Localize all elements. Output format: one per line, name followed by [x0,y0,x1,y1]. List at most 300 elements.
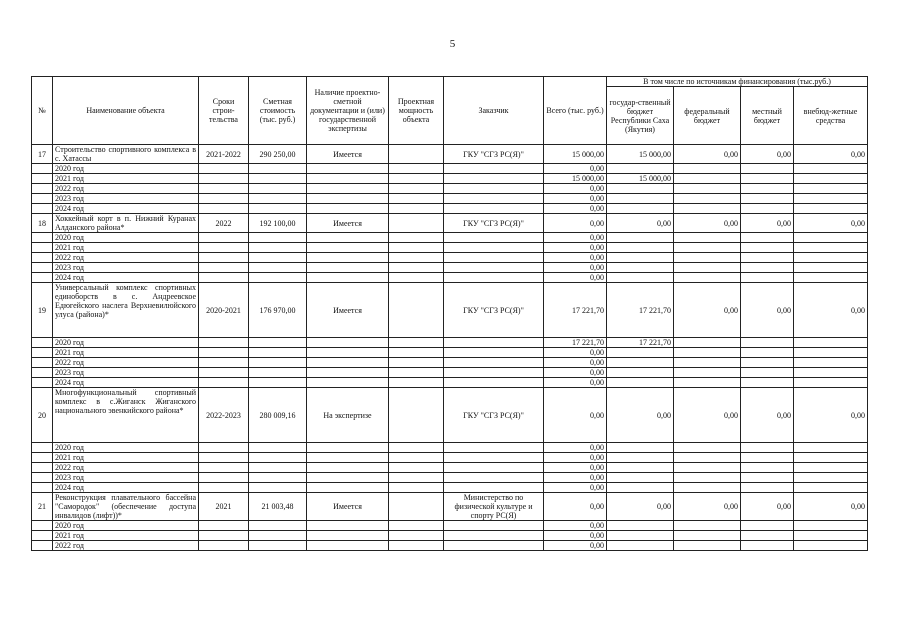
empty-cell [389,263,444,273]
customer: ГКУ "СГЗ РС(Я)" [444,214,544,233]
empty-cell [199,204,249,214]
empty-cell [741,473,794,483]
year-total: 0,00 [544,273,607,283]
year-label: 2021 год [53,174,199,184]
empty-cell [741,194,794,204]
year-total: 0,00 [544,453,607,463]
empty-cell [199,378,249,388]
year-label: 2021 год [53,531,199,541]
empty-cell [741,184,794,194]
extrabudgetary-funds: 0,00 [794,283,868,338]
empty-cell [794,184,868,194]
year-state-budget [607,368,674,378]
documentation-status: Имеется [307,214,389,233]
year-total: 0,00 [544,368,607,378]
empty-cell [32,263,53,273]
empty-cell [444,378,544,388]
year-total: 0,00 [544,243,607,253]
state-budget: 17 221,70 [607,283,674,338]
customer: Министерство по физической культуре и спорту РС(Я) [444,493,544,521]
empty-cell [741,164,794,174]
year-row [32,253,868,263]
empty-cell [307,233,389,243]
empty-cell [199,531,249,541]
year-total: 0,00 [544,233,607,243]
header-local: местный бюджет [741,87,794,145]
empty-cell [444,253,544,263]
empty-cell [389,473,444,483]
empty-cell [307,184,389,194]
table-row [32,388,868,443]
empty-cell [674,233,741,243]
empty-cell [389,233,444,243]
empty-cell [307,453,389,463]
local-budget: 0,00 [741,283,794,338]
empty-cell [444,473,544,483]
empty-cell [794,243,868,253]
year-row [32,358,868,368]
empty-cell [307,338,389,348]
empty-cell [741,263,794,273]
empty-cell [674,348,741,358]
table-row [32,214,868,233]
header-capacity: Проектная мощность объекта [389,77,444,145]
header-cost: Сметная стоимость (тыс. руб.) [249,77,307,145]
total-amount: 0,00 [544,214,607,233]
financing-table [31,76,868,551]
year-state-budget: 15 000,00 [607,174,674,184]
year-label: 2022 год [53,184,199,194]
empty-cell [249,174,307,184]
empty-cell [389,531,444,541]
empty-cell [794,368,868,378]
empty-cell [199,521,249,531]
object-number: 17 [32,145,53,164]
year-label: 2020 год [53,338,199,348]
empty-cell [444,531,544,541]
state-budget: 0,00 [607,493,674,521]
empty-cell [741,273,794,283]
empty-cell [674,378,741,388]
empty-cell [389,378,444,388]
empty-cell [199,233,249,243]
object-name: Строительство спортивного комплекса в с. Хатассы [53,145,199,164]
empty-cell [32,204,53,214]
federal-budget: 0,00 [674,283,741,338]
year-total: 0,00 [544,531,607,541]
empty-cell [674,368,741,378]
empty-cell [444,368,544,378]
empty-cell [389,243,444,253]
documentation-status: Имеется [307,493,389,521]
year-label: 2023 год [53,263,199,273]
year-state-budget [607,233,674,243]
empty-cell [674,243,741,253]
empty-cell [199,453,249,463]
empty-cell [741,368,794,378]
table-row [32,493,868,521]
empty-cell [741,541,794,551]
empty-cell [32,521,53,531]
empty-cell [307,358,389,368]
empty-cell [389,541,444,551]
empty-cell [674,473,741,483]
extrabudgetary-funds: 0,00 [794,214,868,233]
year-label: 2021 год [53,243,199,253]
year-total: 0,00 [544,483,607,493]
empty-cell [249,368,307,378]
year-total: 17 221,70 [544,338,607,348]
state-budget: 0,00 [607,214,674,233]
empty-cell [199,243,249,253]
empty-cell [307,368,389,378]
empty-cell [32,174,53,184]
empty-cell [389,368,444,378]
empty-cell [249,463,307,473]
construction-term: 2022-2023 [199,388,249,443]
empty-cell [307,531,389,541]
empty-cell [199,473,249,483]
empty-cell [249,483,307,493]
year-row [32,483,868,493]
empty-cell [674,531,741,541]
empty-cell [674,443,741,453]
page-number: 5 [449,38,456,50]
table-row [32,283,868,338]
empty-cell [741,521,794,531]
year-state-budget [607,521,674,531]
project-capacity [389,283,444,338]
estimated-cost: 21 003,48 [249,493,307,521]
year-row [32,263,868,273]
empty-cell [741,443,794,453]
empty-cell [199,368,249,378]
year-row [32,194,868,204]
empty-cell [741,483,794,493]
empty-cell [32,473,53,483]
object-name: Универсальный комплекс спортивных единоборств в с. Андреевское Едюгейского наслега Верхневилюйского улуса (района)* [53,283,199,338]
empty-cell [389,338,444,348]
empty-cell [674,204,741,214]
documentation-status: Имеется [307,145,389,164]
year-state-budget [607,348,674,358]
total-amount: 15 000,00 [544,145,607,164]
empty-cell [444,263,544,273]
empty-cell [794,531,868,541]
extrabudgetary-funds: 0,00 [794,493,868,521]
project-capacity [389,493,444,521]
year-total: 0,00 [544,253,607,263]
construction-term: 2021-2022 [199,145,249,164]
header-funding-group: В том числе по источникам финансирования (тыс.руб.) [607,77,868,87]
project-capacity [389,145,444,164]
empty-cell [249,521,307,531]
documentation-status: Имеется [307,283,389,338]
header-total: Всего (тыс. руб.) [544,77,607,145]
empty-cell [32,378,53,388]
year-total: 0,00 [544,473,607,483]
empty-cell [444,164,544,174]
empty-cell [444,184,544,194]
year-row [32,453,868,463]
empty-cell [307,378,389,388]
total-amount: 0,00 [544,493,607,521]
year-row [32,348,868,358]
empty-cell [674,194,741,204]
empty-cell [249,541,307,551]
year-state-budget [607,184,674,194]
table-body [32,145,868,551]
empty-cell [32,243,53,253]
customer: ГКУ "СГЗ РС(Я)" [444,145,544,164]
empty-cell [444,541,544,551]
year-state-budget: 17 221,70 [607,338,674,348]
year-label: 2024 год [53,378,199,388]
empty-cell [794,541,868,551]
empty-cell [307,263,389,273]
empty-cell [741,338,794,348]
empty-cell [444,443,544,453]
year-row [32,521,868,531]
project-capacity [389,388,444,443]
empty-cell [32,541,53,551]
empty-cell [741,358,794,368]
empty-cell [674,273,741,283]
empty-cell [444,273,544,283]
empty-cell [444,463,544,473]
empty-cell [794,164,868,174]
empty-cell [199,164,249,174]
empty-cell [249,358,307,368]
year-row [32,473,868,483]
object-number: 18 [32,214,53,233]
empty-cell [444,521,544,531]
year-row [32,443,868,453]
empty-cell [307,243,389,253]
estimated-cost: 290 250,00 [249,145,307,164]
year-state-budget [607,473,674,483]
header-docs: Наличие проектно-сметной документации и (или) государственной экспертизы [307,77,389,145]
total-amount: 0,00 [544,388,607,443]
empty-cell [389,358,444,368]
empty-cell [674,453,741,463]
empty-cell [249,204,307,214]
empty-cell [674,463,741,473]
empty-cell [199,184,249,194]
empty-cell [32,273,53,283]
empty-cell [794,204,868,214]
empty-cell [444,204,544,214]
empty-cell [794,453,868,463]
empty-cell [199,358,249,368]
project-capacity [389,214,444,233]
year-state-budget [607,463,674,473]
empty-cell [741,204,794,214]
empty-cell [794,521,868,531]
local-budget: 0,00 [741,145,794,164]
year-label: 2020 год [53,233,199,243]
empty-cell [249,233,307,243]
empty-cell [674,263,741,273]
empty-cell [389,483,444,493]
empty-cell [199,273,249,283]
extrabudgetary-funds: 0,00 [794,388,868,443]
year-label: 2022 год [53,541,199,551]
empty-cell [674,253,741,263]
empty-cell [794,338,868,348]
empty-cell [794,358,868,368]
year-total: 0,00 [544,358,607,368]
empty-cell [32,368,53,378]
empty-cell [674,338,741,348]
empty-cell [307,273,389,283]
empty-cell [794,174,868,184]
year-row [32,531,868,541]
header-state: государ-ственный бюджет Республики Саха (Якутия) [607,87,674,145]
year-state-budget [607,263,674,273]
empty-cell [249,253,307,263]
empty-cell [741,174,794,184]
year-total: 0,00 [544,463,607,473]
empty-cell [794,473,868,483]
empty-cell [389,443,444,453]
empty-cell [307,473,389,483]
empty-cell [794,378,868,388]
year-total: 0,00 [544,541,607,551]
empty-cell [32,531,53,541]
empty-cell [741,233,794,243]
empty-cell [674,541,741,551]
empty-cell [444,194,544,204]
year-label: 2024 год [53,483,199,493]
construction-term: 2022 [199,214,249,233]
empty-cell [307,348,389,358]
empty-cell [199,463,249,473]
empty-cell [741,463,794,473]
federal-budget: 0,00 [674,493,741,521]
empty-cell [444,174,544,184]
header-term: Сроки строи-тельства [199,77,249,145]
empty-cell [307,521,389,531]
empty-cell [249,194,307,204]
year-row [32,243,868,253]
empty-cell [249,348,307,358]
empty-cell [249,164,307,174]
year-row [32,541,868,551]
empty-cell [199,338,249,348]
year-state-budget [607,164,674,174]
header-federal: федеральный бюджет [674,87,741,145]
empty-cell [32,338,53,348]
year-state-budget [607,483,674,493]
empty-cell [741,453,794,463]
year-label: 2022 год [53,253,199,263]
empty-cell [199,483,249,493]
empty-cell [307,463,389,473]
year-total: 0,00 [544,348,607,358]
empty-cell [249,531,307,541]
empty-cell [32,164,53,174]
year-row [32,174,868,184]
year-label: 2021 год [53,348,199,358]
year-state-budget [607,453,674,463]
year-state-budget [607,443,674,453]
documentation-status: На экспертизе [307,388,389,443]
object-name: Хоккейный корт в п. Нижний Куранах Алданского района* [53,214,199,233]
construction-term: 2020-2021 [199,283,249,338]
empty-cell [674,521,741,531]
header-customer: Заказчик [444,77,544,145]
empty-cell [32,483,53,493]
year-state-budget [607,541,674,551]
empty-cell [741,348,794,358]
year-label: 2022 год [53,358,199,368]
empty-cell [674,184,741,194]
federal-budget: 0,00 [674,145,741,164]
empty-cell [249,378,307,388]
empty-cell [249,263,307,273]
empty-cell [389,164,444,174]
year-state-budget [607,194,674,204]
empty-cell [32,443,53,453]
local-budget: 0,00 [741,493,794,521]
year-label: 2024 год [53,273,199,283]
empty-cell [32,184,53,194]
empty-cell [307,541,389,551]
empty-cell [389,174,444,184]
empty-cell [794,443,868,453]
year-row [32,463,868,473]
federal-budget: 0,00 [674,214,741,233]
empty-cell [249,473,307,483]
empty-cell [307,443,389,453]
customer: ГКУ "СГЗ РС(Я)" [444,283,544,338]
year-label: 2020 год [53,164,199,174]
empty-cell [32,253,53,263]
empty-cell [249,338,307,348]
estimated-cost: 280 009,16 [249,388,307,443]
object-name: Многофункциональный спортивный комплекс в с.Жиганск Жиганского национального эвенкийского района* [53,388,199,443]
empty-cell [389,273,444,283]
local-budget: 0,00 [741,214,794,233]
empty-cell [794,253,868,263]
year-total: 15 000,00 [544,174,607,184]
empty-cell [249,184,307,194]
empty-cell [389,194,444,204]
empty-cell [199,263,249,273]
empty-cell [307,174,389,184]
customer: ГКУ "СГЗ РС(Я)" [444,388,544,443]
empty-cell [741,253,794,263]
year-row [32,233,868,243]
year-total: 0,00 [544,194,607,204]
year-row [32,204,868,214]
year-total: 0,00 [544,263,607,273]
empty-cell [444,233,544,243]
empty-cell [32,194,53,204]
empty-cell [741,531,794,541]
empty-cell [249,443,307,453]
local-budget: 0,00 [741,388,794,443]
year-row [32,164,868,174]
estimated-cost: 192 100,00 [249,214,307,233]
empty-cell [199,174,249,184]
estimated-cost: 176 970,00 [249,283,307,338]
empty-cell [389,453,444,463]
year-state-budget [607,243,674,253]
empty-cell [307,483,389,493]
year-label: 2023 год [53,368,199,378]
